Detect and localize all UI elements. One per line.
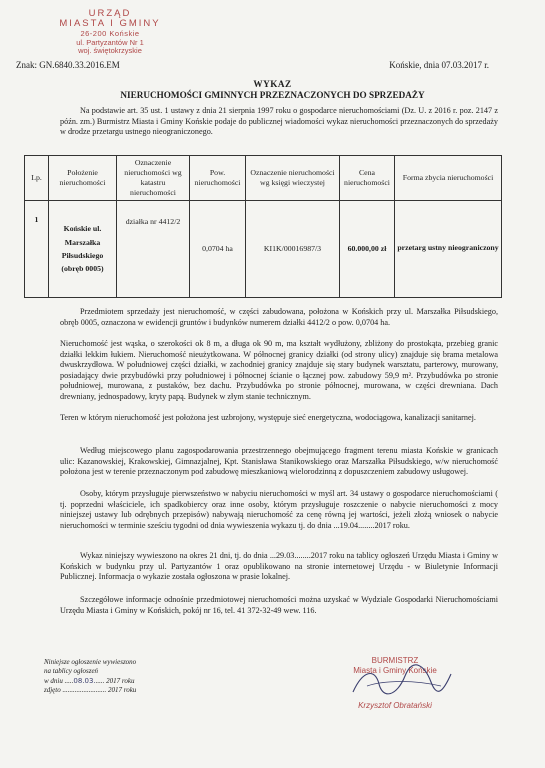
office-stamp: [54, 9, 166, 56]
header-cell: Cena nieruchomości: [340, 156, 395, 201]
handwritten-signature: [345, 662, 455, 702]
note-removed-label: zdjęto: [44, 686, 61, 695]
stamp-line: Miasta i Gminy Końskie: [353, 665, 437, 675]
place-date: Końskie, dnia 07.03.2017 r.: [389, 60, 489, 70]
header-cell: Forma zbycia nieruchomości: [395, 156, 502, 201]
paragraph-contact: Szczegółowe informacje odnośnie przedmiotowej nieruchomości można uzyskać w Wydziale Gospodarki Nieruchomościami Urzędu Miasta i Gminy w Końskich, pokój nr 16, tel. 41 372-32-49 wew. 116.: [60, 595, 498, 615]
intro-paragraph: Na podstawie art. 35 ust. 1 ustawy z dnia 21 sierpnia 1997 roku o gospodarce nieruchomościami (Dz. U. z 2016 r. poz. 2147 z późn. zm.) Burmistrz Miasta i Gminy Końskie podaje do publicznej wiadomości wykaz nieruchomości przeznaczonych do sprzedaży w drodze przetargu ustnego nieograniczonego.: [60, 106, 498, 136]
cell-location: Końskie ul. Marszałka Piłsudskiego (obręb 0005): [49, 200, 117, 297]
stamp-line: MIASTA I GMINY: [59, 18, 161, 30]
header-cell: Położenie nieruchomości: [49, 156, 117, 201]
stamp-line: URZĄD: [88, 8, 132, 19]
paragraph-description: Nieruchomość jest wąska, o szerokości ok 8 m, a długa ok 90 m, ma kształt wydłużony, zbliżony do prostokąta, przebieg granic działki lekkim łukiem. Nieruchomość nieużytkowana. W północnej granicy działki (od strony ulicy) znajduje się brama metalowa dwuskrzydłowa. W południowej części działki, w zachodniej granicy znajduje się stary budynek warsztatu, parterowy, murowany, posiadający dwie przybudówki przy południowej i północnej ścianie o łącznej pow. zabudowy 59,9 m². Przybudówka po stronie południowej, murowana, z pustaków, bez dachu. Przybudówka po stronie północnej, murowana, w części drewniana. Dach drewniany, jednospadowy, kryty papą. Budynek w złym stanie technicznym.: [60, 339, 498, 401]
paragraph-subject: Przedmiotem sprzedaży jest nieruchomość, w części zabudowana, położona w Końskich przy ul. Marszałka Piłsudskiego, obręb 0005, oznaczona w ewidencji gruntów i budynków numerem działki 4412/2 o pow. 0,0704 ha.: [60, 307, 498, 327]
cell-lp: 1: [25, 200, 49, 297]
cell-parcel: działka nr 4412/2: [117, 200, 190, 297]
posting-note: [44, 658, 164, 696]
cell-sale-form: przetarg ustny nieograniczony: [395, 200, 502, 297]
stamp-line: ul. Partyzantów Nr 1: [76, 37, 144, 47]
table-header-row: [25, 156, 502, 201]
paragraph-utilities: Teren w którym nieruchomość jest położona jest uzbrojony, występuje sieć energetyczna, wodociągowa, kanalizacji sanitarnej.: [60, 413, 476, 422]
note-date-suffix: 2017 roku: [106, 676, 135, 685]
reference-number: Znak: GN.6840.33.2016.EM: [16, 60, 120, 70]
property-table: [24, 155, 502, 298]
paragraph-zoning: Według miejscowego planu zagospodarowania przestrzennego obejmującego fragment terenu miasta Końskie w granicach ulic: Kazanowskiej, Krakowskiej, Gimnazjalnej, Kpt. Stanisława Stanikowskiego oraz Marszałka Piłsudskiego, w/w nieruchomość położona jest w terenie przeznaczonym pod zabudowę mieszkaniową wielorodzinną z dopuszczeniem zabudowy usługowej.: [60, 446, 498, 476]
note-date-fill: 08.03.: [73, 676, 96, 685]
note-line: na tablicy ogłoszeń: [44, 667, 99, 676]
signatory-name: Krzysztof Obratański: [358, 701, 432, 711]
note-removed-suffix: 2017 roku: [107, 686, 137, 695]
header-cell: Oznaczenie nieruchomości wg księgi wieczystej: [246, 156, 340, 201]
header-cell: Lp.: [25, 156, 49, 201]
note-removed-line: zdjęto ......................... 2017 roku: [44, 686, 137, 695]
note-date-line: w dniu .....08.03...... 2017 roku: [44, 676, 135, 685]
stamp-line: 26-200 Końskie: [80, 28, 140, 38]
note-date-label: w dniu: [44, 676, 63, 685]
header-cell: Pow. nieruchomości: [190, 156, 246, 201]
paragraph-publication: Wykaz niniejszy wywieszono na okres 21 dni, tj. do dnia ...29.03........2017 roku na tablicy ogłoszeń Urzędu Miasta i Gminy w Końskich w budynku przy ul. Partyzantów 1 oraz opublikowano na stronie internetowej Urzędu - w Biuletynie Informacji Publicznej. Informacja o wykazie została ogłoszona w prasie lokalnej.: [60, 551, 498, 581]
table-row: [25, 200, 502, 297]
document-subtitle: NIERUCHOMOŚCI GMINNYCH PRZEZNACZONYCH DO SPRZEDAŻY: [120, 90, 425, 100]
header-cell: Oznaczenie nieruchomości wg katastru nieruchomości: [117, 156, 190, 201]
paragraph-priority: Osoby, którym przysługuje pierwszeństwo w nabyciu nieruchomości w myśl art. 34 ustawy o gospodarce nieruchomościami ( tj. poprzedni właściciele, ich spadkobiercy oraz inne osoby, którym przysługuje roszczenie o nabycie nieruchomości z mocy niniejszej ustawy lub odrębnych przepisów) nabywają nieruchomość za cenę równą jej wartości, jeżeli złożą wniosek o nabycie nieruchomości w terminie sześciu tygodni od dnia wywieszenia wykazu tj. do dnia ...19.04........2017 roku.: [60, 489, 498, 530]
cell-land-register: KI1K/00016987/3: [246, 200, 340, 297]
stamp-line: woj. świętokrzyskie: [78, 46, 142, 56]
note-line: Niniejsze ogłoszenie wywieszono: [44, 658, 137, 666]
stamp-line: BURMISTRZ: [371, 656, 419, 665]
document-title: WYKAZ: [253, 79, 292, 89]
cell-price: 60.000,00 zł: [340, 200, 395, 297]
cell-area: 0,0704 ha: [190, 200, 246, 297]
